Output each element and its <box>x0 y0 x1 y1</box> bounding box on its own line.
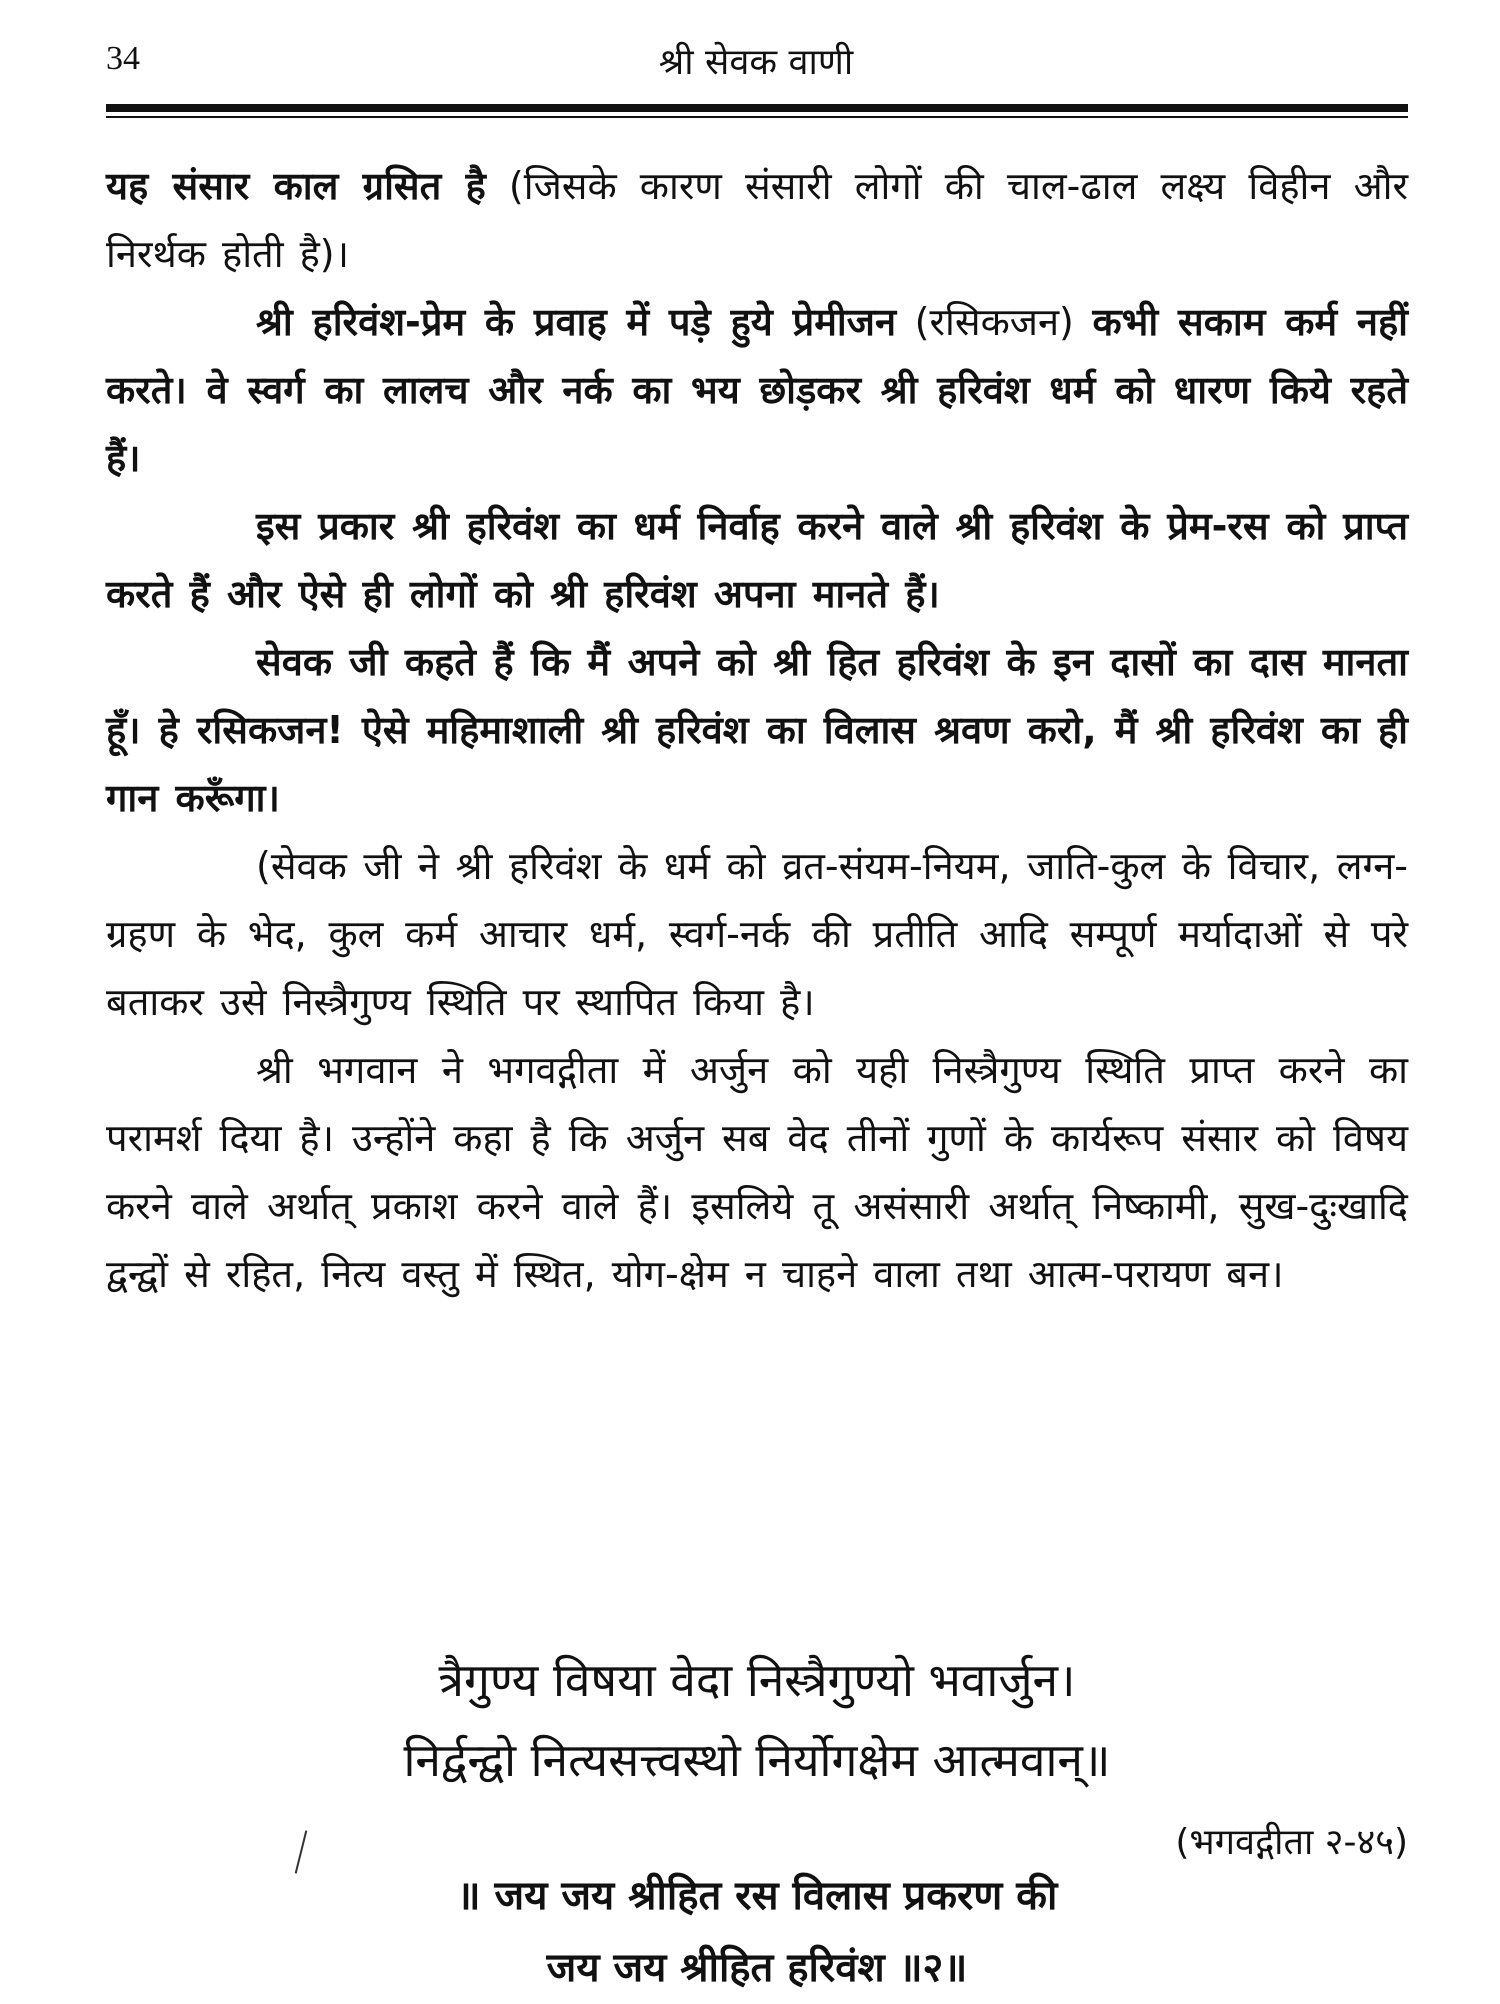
paragraph-2-normal: (रसिकजन) <box>896 300 1093 344</box>
paragraph-6: श्री भगवान ने भगवद्गीता में अर्जुन को यही निस्त्रैगुण्य स्थिति प्राप्त करने का परामर्श दिया है। उन्होंने कहा है कि अर्जुन सब वेद तीनों गुणों के कार्यरूप संसार को विषय करने वाले अर्थात् प्रकाश करने वाले हैं। इसलिये तू असंसारी अर्थात् निष्कामी, सुख-दुःखादि द्वन्द्वों से रहित, नित्य वस्तु में स्थित, योग-क्षेम न चाहने वाला तथा आत्म-परायण बन। <box>106 1048 1408 1296</box>
paragraph-2-bold-cont: कभी सकाम कर्म नहीं करते। वे स्वर्ग का लालच और नर्क का भय छोड़कर श्री हरिवंश धर्म को धारण किये रहते हैं। <box>106 300 1408 480</box>
verse-line-2: निर्द्वन्द्वो नित्यसत्त्वस्थो निर्योगक्षेम आत्मवान्॥ <box>403 1733 1111 1787</box>
chapter-closing <box>106 1860 1408 2004</box>
paragraph-2 <box>106 288 1408 492</box>
paragraph-1 <box>106 152 1408 288</box>
closing-line-2: जय जय श्रीहित हरिवंश ॥२॥ <box>546 1945 968 1991</box>
page-number: 34 <box>106 40 140 77</box>
paragraph-1-normal: (जिसके कारण संसारी लोगों की चाल-ढाल लक्ष्य विहीन और निरर्थक होती है)। <box>106 164 1408 276</box>
gita-verse <box>106 1640 1408 1863</box>
verse-line-1: त्रैगुण्य विषया वेदा निस्त्रैगुण्यो भवार्जुन। <box>438 1653 1076 1707</box>
paragraph-4: सेवक जी कहते हैं कि मैं अपने को श्री हित हरिवंश के इन दासों का दास मानता हूँ। हे रसिकजन! ऐसे महिमाशाली श्री हरिवंश का विलास श्रवण करो, मैं श्री हरिवंश का ही गान करूँगा। <box>106 640 1408 820</box>
header-rule-thin <box>106 116 1408 118</box>
page-header <box>106 30 1406 90</box>
running-title: श्री सेवक वाणी <box>658 42 854 83</box>
verse-source: (भगवद्गीता २-४५) <box>1175 1822 1408 1863</box>
header-rule-thick <box>106 104 1408 112</box>
paragraph-1-bold: यह संसार काल ग्रसित है <box>106 164 486 208</box>
paragraph-3: इस प्रकार श्री हरिवंश का धर्म निर्वाह करने वाले श्री हरिवंश के प्रेम-रस को प्राप्त करते हैं और ऐसे ही लोगों को श्री हरिवंश अपना मानते हैं। <box>106 504 1408 616</box>
body-text <box>106 152 1408 1308</box>
paragraph-2-bold: श्री हरिवंश-प्रेम के प्रवाह में पड़े हुये प्रेमीजन <box>256 300 897 344</box>
paragraph-5: (सेवक जी ने श्री हरिवंश के धर्म को व्रत-संयम-नियम, जाति-कुल के विचार, लग्न-ग्रहण के भेद, कुल कर्म आचार धर्म, स्वर्ग-नर्क की प्रतीति आदि सम्पूर्ण मर्यादाओं से परे बताकर उसे निस्त्रैगुण्य स्थिति पर स्थापित किया है। <box>106 844 1408 1024</box>
closing-line-1: ॥ जय जय श्रीहित रस विलास प्रकरण की <box>456 1873 1058 1919</box>
